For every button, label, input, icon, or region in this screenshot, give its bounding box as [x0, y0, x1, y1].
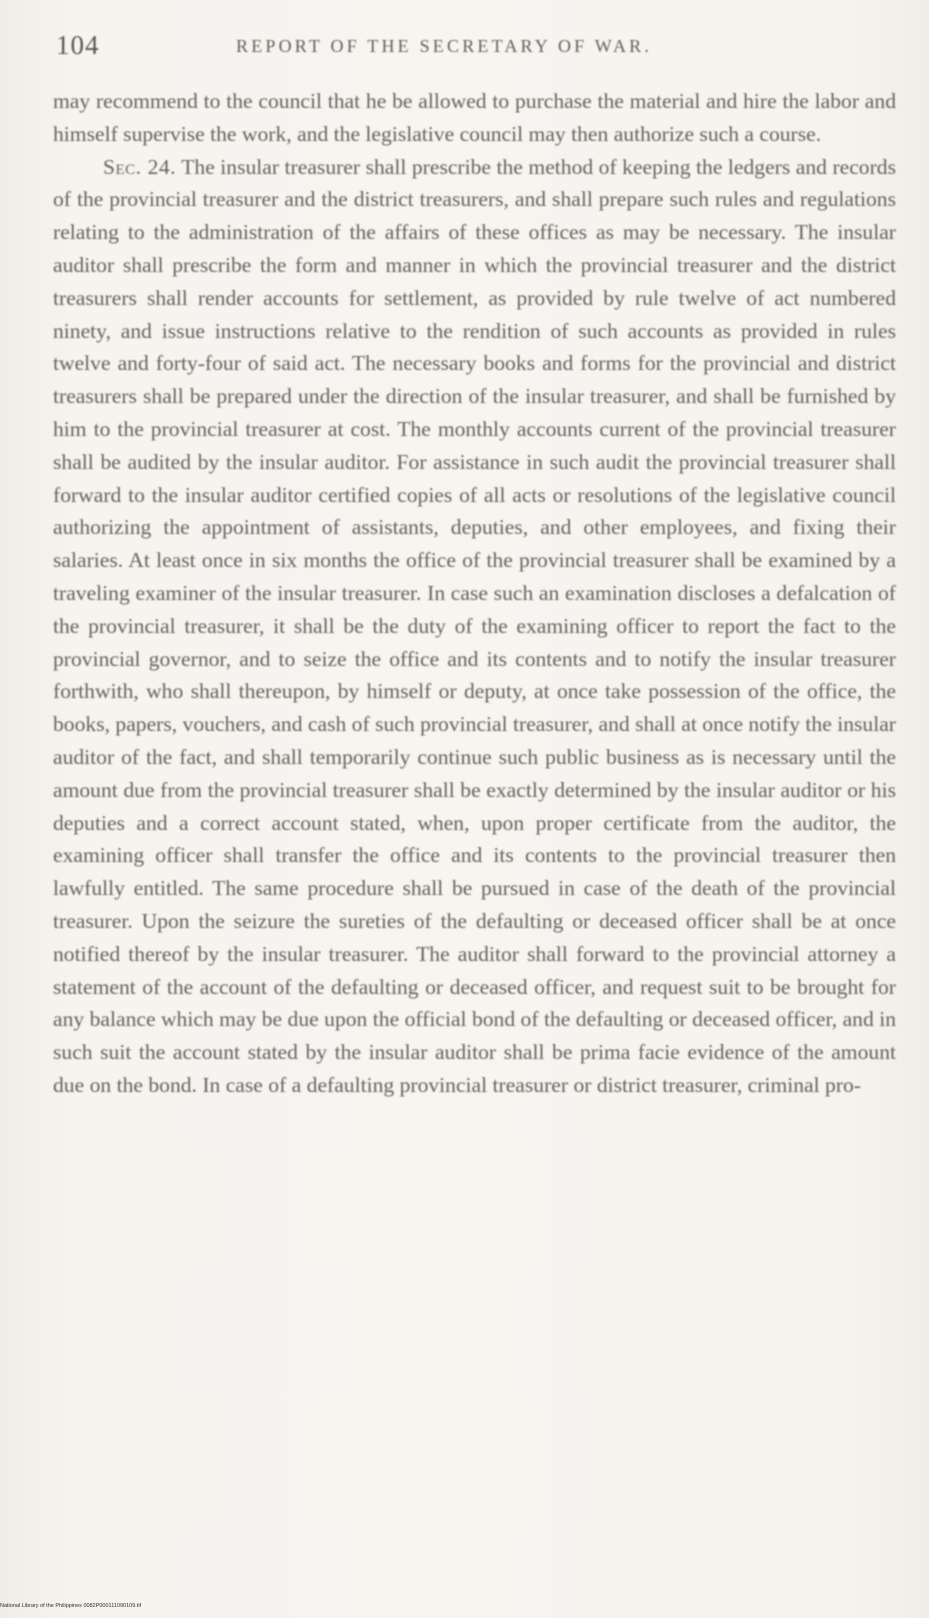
body-text: [53, 85, 896, 1102]
section-24-text: The insular treasurer shall prescribe the method of keeping the ledgers and records of the provincial treasurer and the district treasurers, and shall prepare such rules and regulations relating to the administration of the affairs of these offices as may be necessary. The insular auditor shall prescribe the form and manner in which the provincial treasurer and the district treasurers shall render accounts for settlement, as provided by rule twelve of act numbered ninety, and issue instructions relative to the rendition of such accounts as provided in rules twelve and forty-four of said act. The necessary books and forms for the provincial and district treasurers shall be prepared under the direction of the insular treasurer, and shall be furnished by him to the provincial treasurer at cost. The monthly accounts current of the provincial treasurer shall be audited by the insular auditor. For assistance in such audit the provincial treasurer shall forward to the insular auditor certified copies of all acts or resolutions of the legislative council authorizing the appointment of assistants, deputies, and other employees, and fixing their salaries. At least once in six months the office of the provincial treasurer shall be examined by a traveling examiner of the insular treasurer. In case such an examination discloses a defalcation of the provincial treasurer, it shall be the duty of the examining officer to report the fact to the provincial governor, and to seize the office and its contents and to notify the insular treasurer forthwith, who shall thereupon, by himself or deputy, at once take possession of the office, the books, papers, vouchers, and cash of such provincial treasurer, and shall at once notify the insular auditor of the fact, and shall temporarily continue such public business as is necessary until the amount due from the provincial treasurer shall be exactly determined by the insular auditor or his deputies and a correct account stated, when, upon proper certificate from the auditor, the examining officer shall transfer the office and its contents to the provincial treasurer then lawfully entitled. The same procedure shall be pursued in case of the death of the provincial treasurer. Upon the seizure the sureties of the defaulting or deceased officer shall be at once notified thereof by the insular treasurer. The auditor shall forward to the provincial attorney a statement of the account of the defaulting or deceased officer, and request suit to be brought for any balance which may be due upon the official bond of the defaulting or deceased officer, and in such suit the account stated by the insular auditor shall be prima facie evidence of the amount due on the bond. In case of a defaulting provincial treasurer or district treasurer, criminal pro-: [53, 154, 896, 1097]
paragraph-section-24: [53, 151, 896, 1102]
paragraph-continuation: may recommend to the council that he be allowed to purchase the material and hire the labor and himself supervise the work, and the legislative council may then authorize such a course.: [53, 89, 896, 146]
page-header: [56, 30, 896, 66]
section-label: Sec. 24.: [103, 154, 177, 179]
scan-credit: National Library of the Philippines 0082P000111090109.tif: [0, 1603, 142, 1609]
page-number: 104: [56, 30, 100, 60]
running-head: REPORT OF THE SECRETARY OF WAR.: [236, 36, 653, 56]
